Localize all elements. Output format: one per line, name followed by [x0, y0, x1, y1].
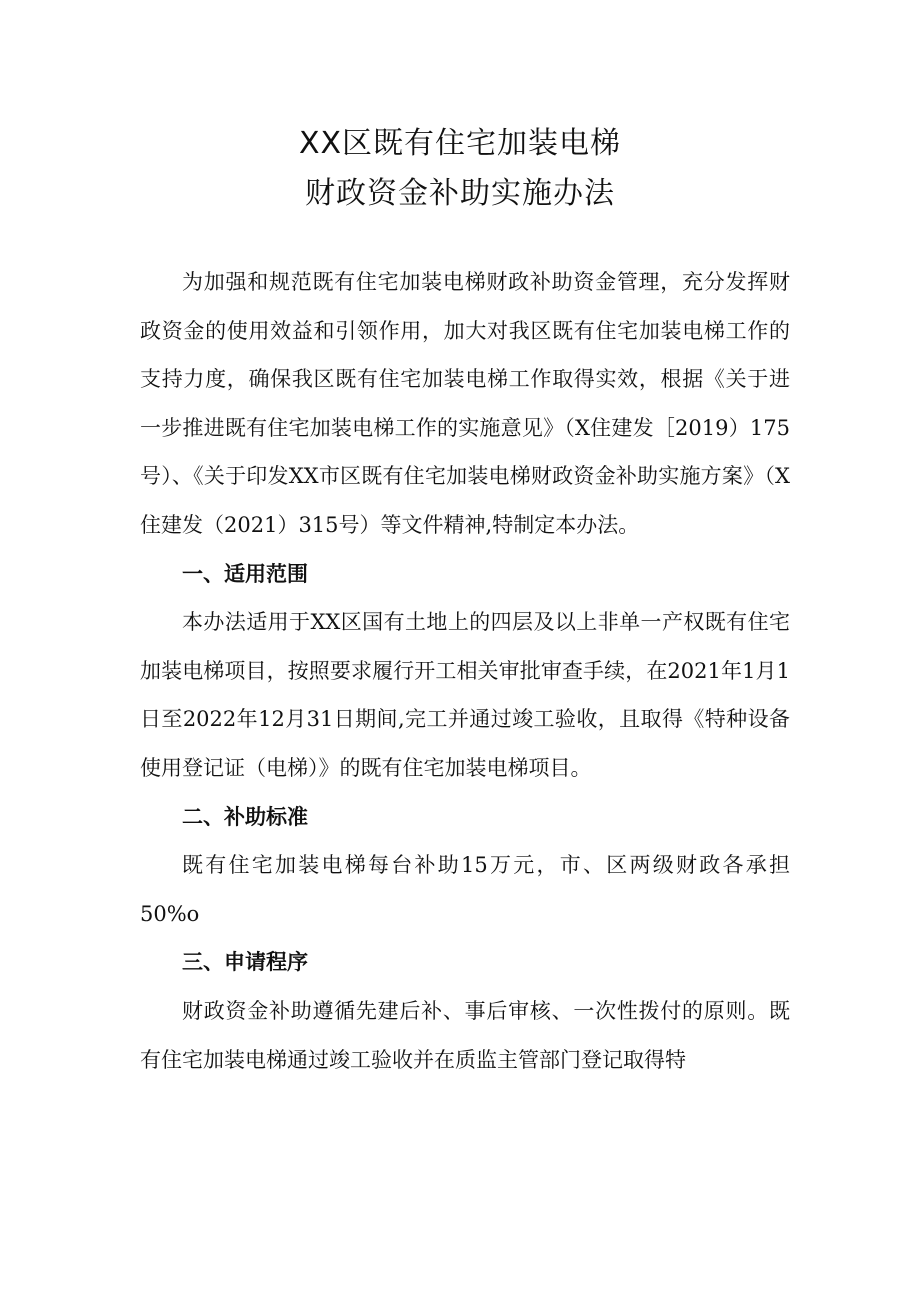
document-title-line-2: 财政资金补助实施办法 [305, 176, 615, 211]
section-text-scope: 本办法适用于XX区国有土地上的四层及以上非单一产权既有住宅加装电梯项目，按照要求履行开工相关审批审查手续，在2021年1月1日至2022年12月31日期间,完工并通过竣工验收，且取得《特种设备使用登记证（电梯）》的既有住宅加装电梯项目。 [140, 610, 790, 780]
section-heading-scope: 一、适用范围 [182, 561, 308, 586]
section-text-standard: 既有住宅加装电梯每台补助15万元，市、区两级财政各承担50%o [140, 853, 790, 926]
document-title-line-1: XX区既有住宅加装电梯 [298, 126, 622, 161]
preamble-paragraph: 为加强和规范既有住宅加装电梯财政补助资金管理，充分发挥财政资金的使用效益和引领作用，加大对我区既有住宅加装电梯工作的支持力度，确保我区既有住宅加装电梯工作取得实效，根据《关于进一步推进既有住宅加装电梯工作的实施意见》（X住建发［2019）175号）、《关于印发XX市区既有住宅加装电梯财政资金补助实施方案》（X住建发（2021）315号）等文件精神,特制定本办法。 [140, 270, 790, 537]
section-text-procedure: 财政资金补助遵循先建后补、事后审核、一次性拨付的原则。既有住宅加装电梯通过竣工验收并在质监主管部门登记取得特 [140, 998, 790, 1072]
document-body [140, 258, 790, 1084]
section-heading-procedure: 三、申请程序 [182, 950, 308, 975]
section-heading-standard: 二、补助标准 [182, 804, 308, 829]
